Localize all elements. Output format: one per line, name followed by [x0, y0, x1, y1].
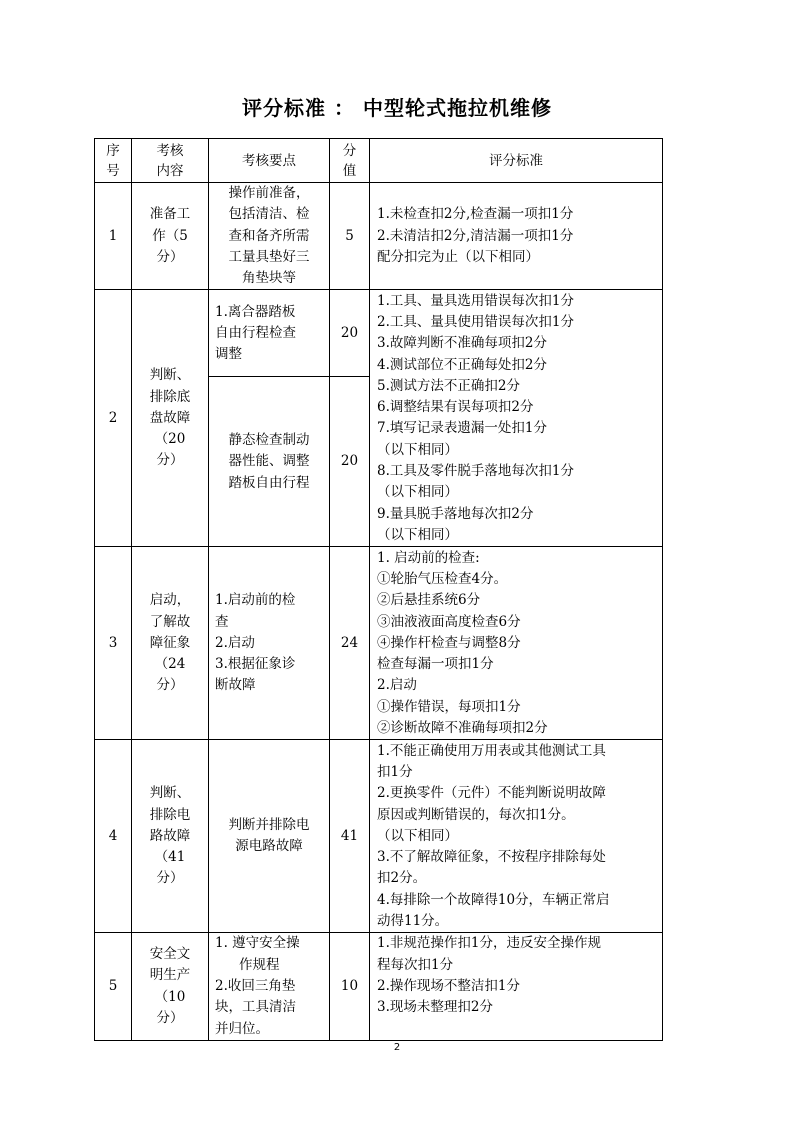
scoring-table: [94, 138, 663, 1041]
page-number: 2: [393, 1042, 401, 1053]
row-content: 启动， 了解故 障征象 （24 分）: [132, 547, 209, 740]
row-no: 5: [95, 933, 132, 1040]
header-score: 分 值: [330, 139, 370, 183]
header-content: 考核 内容: [132, 139, 209, 183]
row-points: 1.启动前的检 查 2.启动 3.根据征象诊 断故障: [209, 547, 330, 740]
row-points: 1.离合器踏板 自由行程检查 调整: [209, 290, 330, 377]
row-standard: 1. 启动前的检查: ①轮胎气压检查4分。 ②后悬挂系统6分 ③油液液面高度检查6分 ④操作杆检查与调整8分 检查每漏一项扣1分 2.启动 ①操作错误，每项扣1分 ②诊断故障不准确每项扣2分: [370, 547, 663, 740]
page-title: 评分标准 ： 中型轮式拖拉机维修: [242, 96, 552, 120]
table-row: [95, 290, 663, 377]
row-content: 准备工 作（5 分）: [132, 183, 209, 290]
row-points: 操作前准备， 包括清洁、检 查和备齐所需 工量具垫好三 角垫块等: [209, 183, 330, 290]
row-standard: 1.不能正确使用万用表或其他测试工具 扣1分 2.更换零件（元件）不能判断说明故障 原因或判断错误的，每次扣1分。 （以下相同） 3.不了解故障征象，不按程序排除每处 扣2分。 4.每排除一个故障得10分，车辆正常启 动得11分。: [370, 740, 663, 933]
table-header-row: [95, 139, 663, 183]
row-score: 20: [330, 377, 370, 547]
header-points: 考核要点: [209, 139, 330, 183]
table-row: [95, 547, 663, 740]
row-content: 判断、 排除电 路故障 （41 分）: [132, 740, 209, 933]
row-no: 1: [95, 183, 132, 290]
row-score: 41: [330, 740, 370, 933]
row-content: 安全文 明生产 （10 分）: [132, 933, 209, 1040]
row-points: 1. 遵守安全操 作规程 2.收回三角垫 块，工具清洁 并归位。: [209, 933, 330, 1040]
row-score: 10: [330, 933, 370, 1040]
row-standard: 1.工具、量具选用错误每次扣1分 2.工具、量具使用错误每次扣1分 3.故障判断不准确每项扣2分 4.测试部位不正确每处扣2分 5.测试方法不正确扣2分 6.调整结果有误每项扣2分 7.填写记录表遗漏一处扣1分 （以下相同） 8.工具及零件脱手落地每次扣1分 （以下相同） 9.量具脱手落地每次扣2分 （以下相同）: [370, 290, 663, 547]
row-score: 5: [330, 183, 370, 290]
table-row: [95, 740, 663, 933]
row-no: 2: [95, 290, 132, 547]
row-score: 20: [330, 290, 370, 377]
row-no: 3: [95, 547, 132, 740]
row-standard: 1.未检查扣2分,检查漏一项扣1分 2.未清洁扣2分,清洁漏一项扣1分 配分扣完为止（以下相同）: [370, 183, 663, 290]
header-no: 序 号: [95, 139, 132, 183]
row-points: 静态检查制动 器性能、调整 踏板自由行程: [209, 377, 330, 547]
row-content: 判断、 排除底 盘故障 （20 分）: [132, 290, 209, 547]
header-standard: 评分标准: [370, 139, 663, 183]
table-row: [95, 933, 663, 1040]
row-standard: 1.非规范操作扣1分，违反安全操作规 程每次扣1分 2.操作现场不整洁扣1分 3.现场未整理扣2分: [370, 933, 663, 1040]
row-points: 判断并排除电 源电路故障: [209, 740, 330, 933]
row-score: 24: [330, 547, 370, 740]
table-row: [95, 183, 663, 290]
row-no: 4: [95, 740, 132, 933]
